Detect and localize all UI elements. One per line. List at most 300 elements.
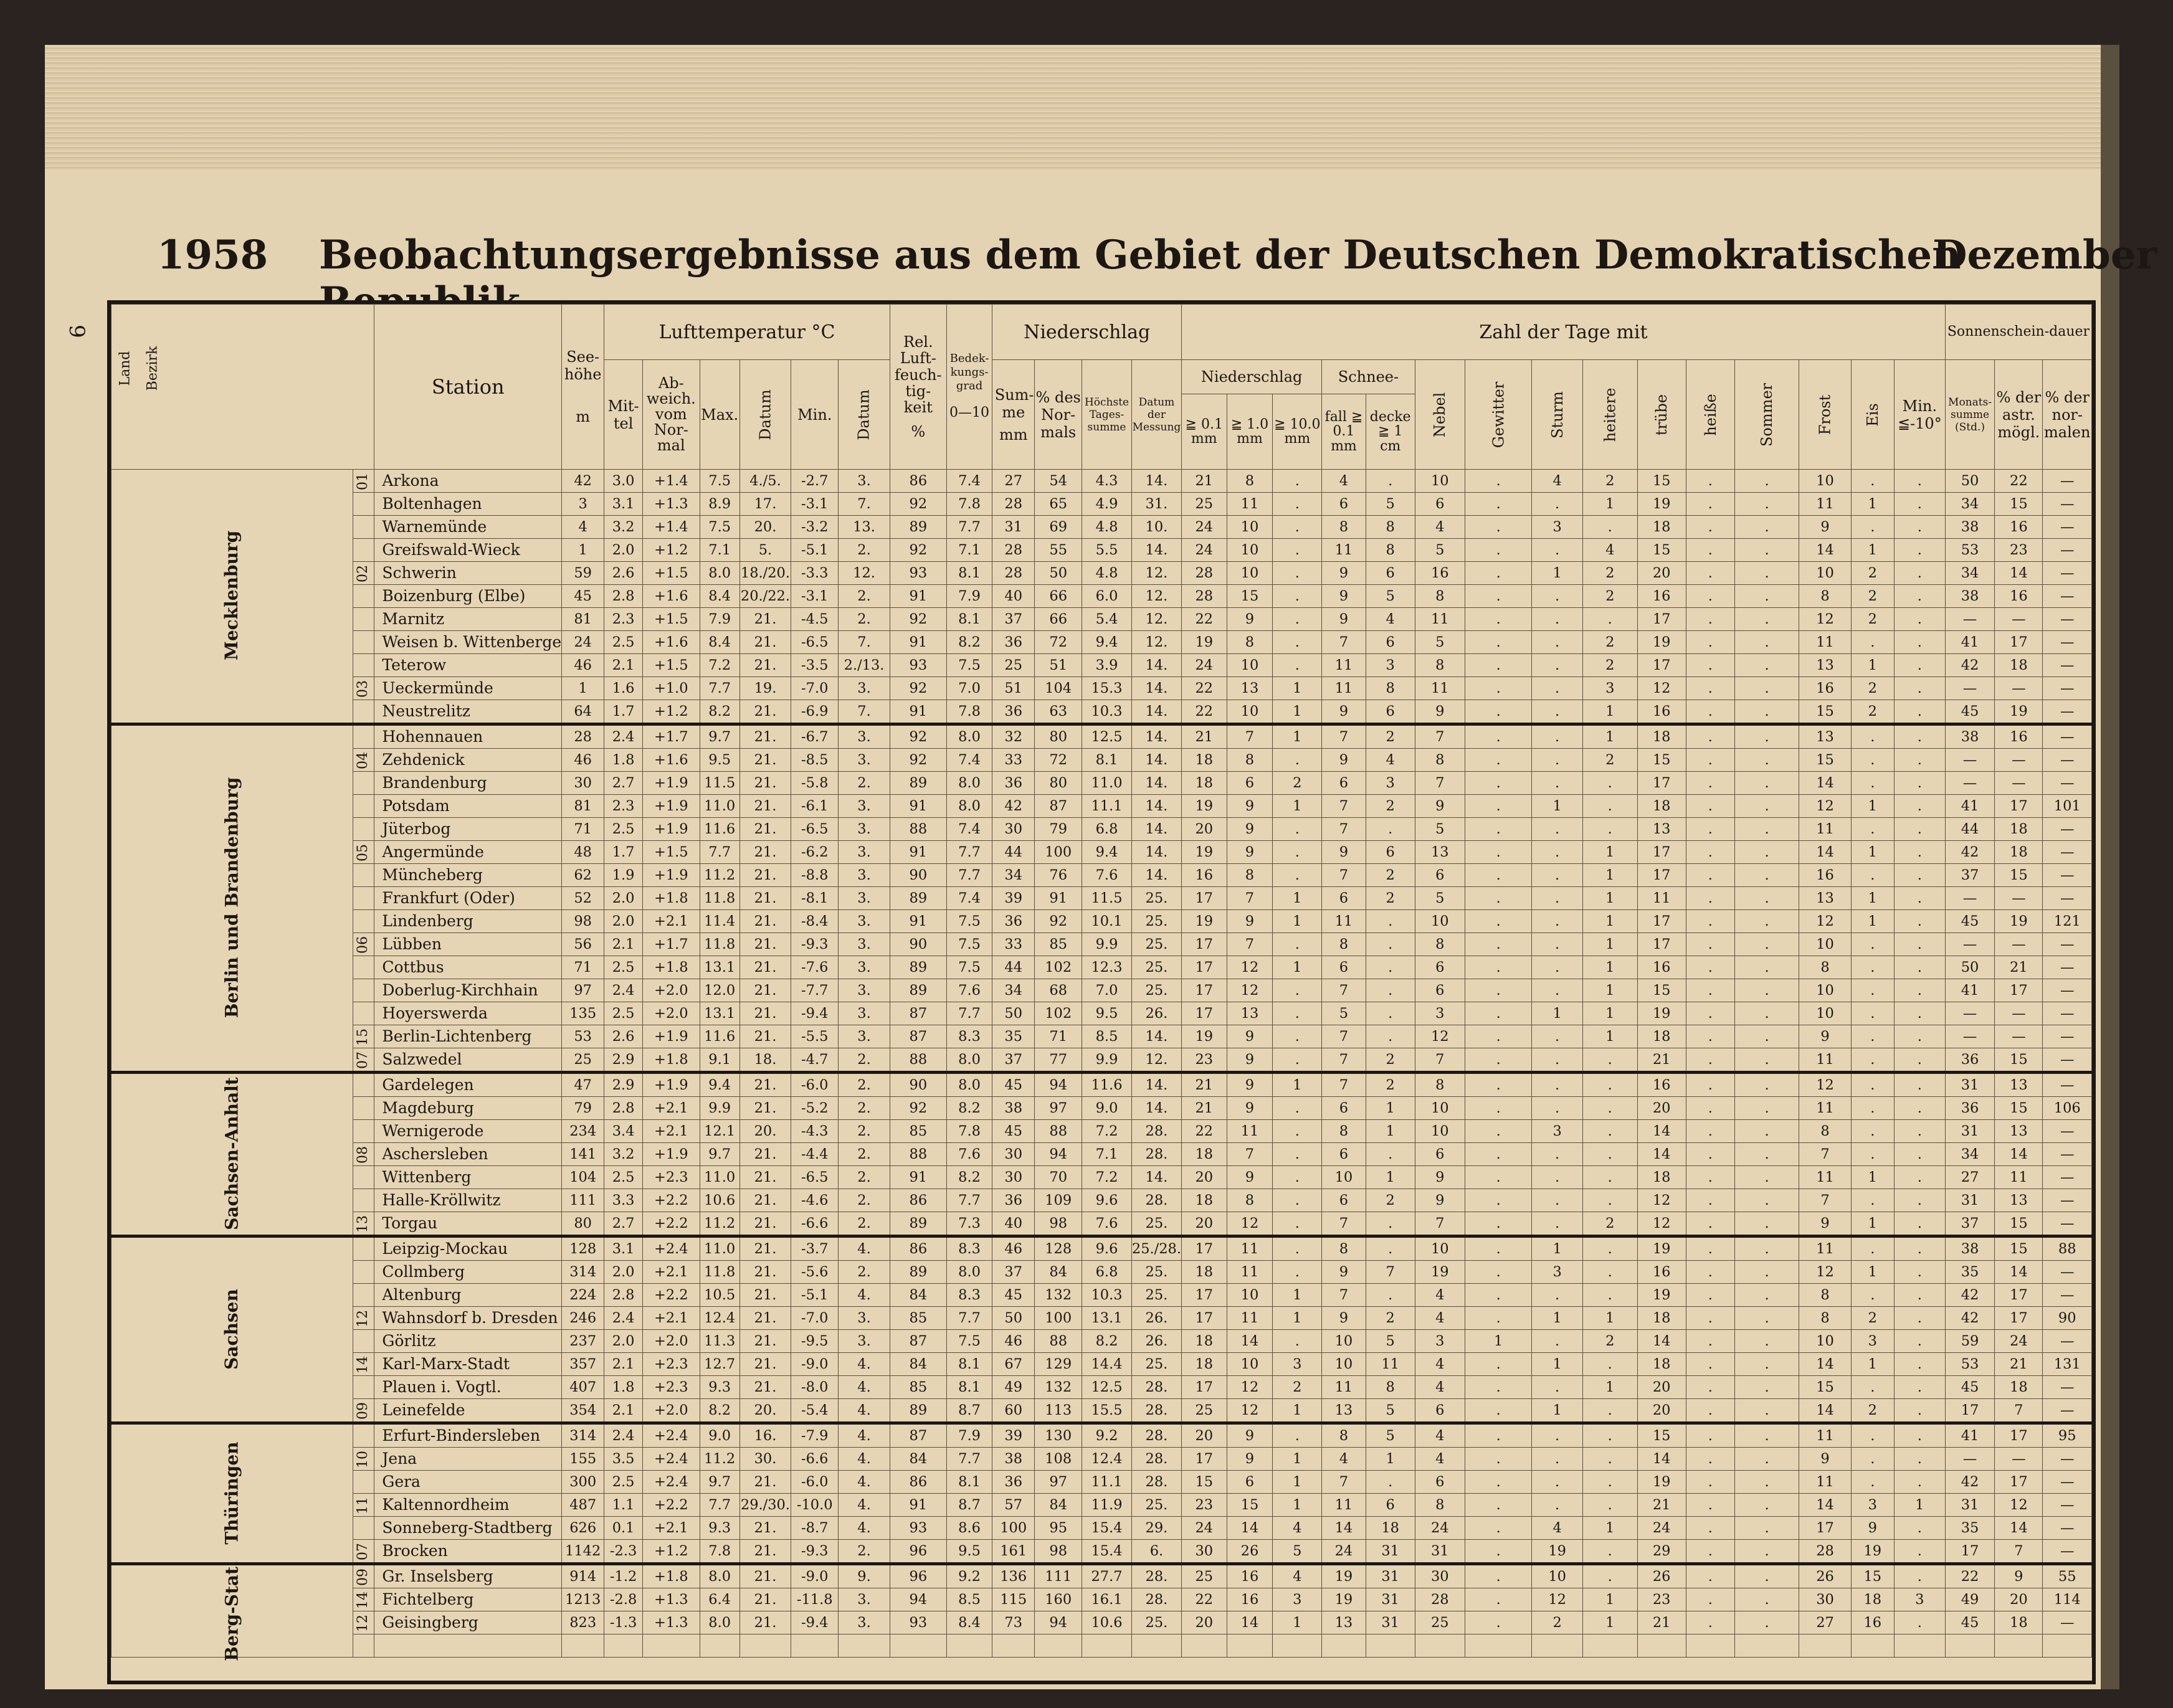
pct-astr-cell: — bbox=[1995, 608, 2043, 631]
summe-cell: 37 bbox=[992, 1048, 1035, 1073]
heisse-cell: . bbox=[1686, 562, 1734, 585]
seehoehe-cell: 246 bbox=[562, 1307, 604, 1330]
pct-normal-cell: 94 bbox=[1035, 1073, 1082, 1097]
sommer-cell: . bbox=[1735, 1261, 1799, 1284]
pct-normal-cell: 109 bbox=[1035, 1189, 1082, 1212]
sommer-cell: . bbox=[1735, 1471, 1799, 1494]
truebe-cell: 20 bbox=[1637, 562, 1686, 585]
heitere-cell: 1 bbox=[1582, 910, 1637, 933]
bezirk-cell bbox=[353, 700, 374, 724]
table-row bbox=[112, 1376, 2092, 1399]
bezirk-label: 08 bbox=[355, 1146, 371, 1164]
truebe-cell: 23 bbox=[1637, 1588, 1686, 1611]
monatssumme-cell: 45 bbox=[1945, 910, 1994, 933]
summe-cell: 30 bbox=[992, 818, 1035, 841]
truebe-cell: 19 bbox=[1637, 493, 1686, 516]
datum-min-cell: 4. bbox=[839, 1353, 890, 1376]
gewitter-cell: . bbox=[1465, 1143, 1532, 1166]
hoechste-tagessumme-cell: 9.9 bbox=[1082, 1048, 1132, 1073]
truebe-cell: 15 bbox=[1637, 470, 1686, 493]
seehoehe-cell: 28 bbox=[562, 724, 604, 749]
ns-01-cell: 17 bbox=[1182, 1002, 1227, 1025]
summe-unit: mm bbox=[999, 425, 1028, 444]
pct-normal-sun-cell: — bbox=[2043, 1025, 2092, 1048]
schneefall-cell: 11 bbox=[1322, 1494, 1366, 1517]
truebe-cell: 18 bbox=[1637, 1025, 1686, 1048]
schneefall-cell: 9 bbox=[1322, 608, 1366, 631]
max-cell: 6.4 bbox=[700, 1588, 739, 1611]
ns-01-cell: 24 bbox=[1182, 539, 1227, 562]
seehoehe-cell: 234 bbox=[562, 1120, 604, 1143]
heisse-cell: . bbox=[1686, 772, 1734, 795]
eis-cell: . bbox=[1851, 516, 1894, 539]
pct-astr-cell: 15 bbox=[1995, 493, 2043, 516]
bezirk-cell bbox=[353, 608, 374, 631]
truebe-cell: 16 bbox=[1637, 585, 1686, 608]
heisse-cell: . bbox=[1686, 1471, 1734, 1494]
station-name: Ueckermünde bbox=[374, 677, 562, 700]
seehoehe-cell: 30 bbox=[562, 772, 604, 795]
abweichung-cell bbox=[643, 1634, 700, 1658]
station-name: Wernigerode bbox=[374, 1120, 562, 1143]
datum-messung-cell: 25. bbox=[1131, 1212, 1181, 1236]
datum-max-cell: 21. bbox=[739, 1471, 791, 1494]
pct-normal-cell: 97 bbox=[1035, 1471, 1082, 1494]
pct-normal-sun-cell: — bbox=[2043, 1471, 2092, 1494]
frost-cell: 15 bbox=[1799, 749, 1852, 772]
ns-01-cell: 24 bbox=[1182, 516, 1227, 539]
sommer-cell: . bbox=[1735, 1073, 1799, 1097]
datum-min-cell: 4. bbox=[839, 1517, 890, 1540]
nebel-cell: 30 bbox=[1415, 1564, 1465, 1588]
eis-cell: . bbox=[1851, 1073, 1894, 1097]
max-cell: 7.5 bbox=[700, 470, 739, 493]
bedeckung-cell: 7.8 bbox=[946, 700, 992, 724]
min-cell: -8.1 bbox=[791, 887, 839, 910]
station-name: Leipzig-Mockau bbox=[374, 1236, 562, 1261]
min-10-cell: . bbox=[1894, 608, 1945, 631]
seehoehe-cell: 357 bbox=[562, 1353, 604, 1376]
mittel-header: Mit-tel bbox=[604, 360, 643, 470]
nebel-header bbox=[1415, 360, 1465, 470]
summe-cell: 27 bbox=[992, 470, 1035, 493]
tage-niederschlag-header: Niederschlag bbox=[1182, 360, 1322, 394]
station-name: Salzwedel bbox=[374, 1048, 562, 1073]
pct-astr-cell: 17 bbox=[1995, 1307, 2043, 1330]
datum-min-cell: 3. bbox=[839, 1307, 890, 1330]
table-row bbox=[112, 1423, 2092, 1448]
bezirk-cell bbox=[353, 1002, 374, 1025]
heitere-cell: 1 bbox=[1582, 841, 1637, 864]
seehoehe-cell: 81 bbox=[562, 795, 604, 818]
mittel-cell: 2.5 bbox=[604, 1002, 643, 1025]
heisse-cell: . bbox=[1686, 585, 1734, 608]
schneefall-cell: 7 bbox=[1322, 864, 1366, 887]
pct-normal-cell: 79 bbox=[1035, 818, 1082, 841]
frost-cell: 11 bbox=[1799, 1236, 1852, 1261]
data-table-frame bbox=[107, 300, 2096, 1684]
ns-01-cell: 18 bbox=[1182, 1143, 1227, 1166]
rel-feucht-cell: 89 bbox=[890, 516, 946, 539]
schneefall-cell: 7 bbox=[1322, 724, 1366, 749]
truebe-cell: 16 bbox=[1637, 700, 1686, 724]
pct-astr-cell: 7 bbox=[1995, 1540, 2043, 1564]
datum-messung-cell: 28. bbox=[1131, 1471, 1181, 1494]
pct-normal-sun-cell: — bbox=[2043, 562, 2092, 585]
ns-100-cell: 4 bbox=[1273, 1564, 1322, 1588]
sommer-cell: . bbox=[1735, 933, 1799, 956]
max-cell: 9.3 bbox=[700, 1376, 739, 1399]
seehoehe-cell: 155 bbox=[562, 1448, 604, 1471]
gewitter-cell: . bbox=[1465, 700, 1532, 724]
monatssumme-cell: 35 bbox=[1945, 1517, 1994, 1540]
page-edge bbox=[45, 45, 2119, 169]
bezirk-cell bbox=[353, 910, 374, 933]
min-10-cell: . bbox=[1894, 1540, 1945, 1564]
min-cell: -4.4 bbox=[791, 1143, 839, 1166]
eis-cell: . bbox=[1851, 1236, 1894, 1261]
min-cell: -9.3 bbox=[791, 1540, 839, 1564]
page-title: Beobachtungsergebnisse aus dem Gebiet der Deutschen Demokratischen bbox=[319, 232, 1961, 278]
nebel-cell: 3 bbox=[1415, 1002, 1465, 1025]
monatssumme-cell: 42 bbox=[1945, 841, 1994, 864]
pct-normal-cell: 95 bbox=[1035, 1517, 1082, 1540]
nebel-cell: 13 bbox=[1415, 841, 1465, 864]
ns-100-cell: 1 bbox=[1273, 677, 1322, 700]
frost-cell bbox=[1799, 1634, 1852, 1658]
pct-normal-cell: 71 bbox=[1035, 1025, 1082, 1048]
hoechste-tagessumme-cell: 9.2 bbox=[1082, 1423, 1132, 1448]
max-cell: 12.7 bbox=[700, 1353, 739, 1376]
pct-astr-header: % der astr. mögl. bbox=[1995, 360, 2043, 470]
min-10-cell: . bbox=[1894, 1376, 1945, 1399]
frost-cell: 14 bbox=[1799, 1353, 1852, 1376]
pct-normal-cell: 98 bbox=[1035, 1212, 1082, 1236]
ns-01-cell: 30 bbox=[1182, 1540, 1227, 1564]
max-cell: 8.4 bbox=[700, 585, 739, 608]
datum-max-cell: 21. bbox=[739, 700, 791, 724]
hoechste-tagessumme-cell bbox=[1082, 1634, 1132, 1658]
table-row bbox=[112, 700, 2092, 724]
frost-cell: 16 bbox=[1799, 677, 1852, 700]
min-cell: -8.8 bbox=[791, 864, 839, 887]
rel-feucht-cell: 89 bbox=[890, 1212, 946, 1236]
ns-10-cell: 9 bbox=[1227, 1025, 1273, 1048]
ns-01-cell: 20 bbox=[1182, 1611, 1227, 1634]
ns-100-cell: 1 bbox=[1273, 1284, 1322, 1307]
schneedecke-cell: 2 bbox=[1366, 1048, 1415, 1073]
frost-cell: 11 bbox=[1799, 1471, 1852, 1494]
table-row bbox=[112, 1611, 2092, 1634]
schneefall-cell: 8 bbox=[1322, 1236, 1366, 1261]
station-name: Weisen b. Wittenberge bbox=[374, 631, 562, 654]
sturm-cell: 3 bbox=[1532, 516, 1582, 539]
land-header: Land bbox=[117, 351, 133, 386]
pct-normal-sun-cell: — bbox=[2043, 864, 2092, 887]
gewitter-cell: . bbox=[1465, 1166, 1532, 1189]
hoechste-tagessumme-cell: 8.5 bbox=[1082, 1025, 1132, 1048]
rel-feucht-cell: 93 bbox=[890, 562, 946, 585]
datum-min-cell: 3. bbox=[839, 1588, 890, 1611]
nebel-cell: 7 bbox=[1415, 772, 1465, 795]
datum-min-cell: 3. bbox=[839, 724, 890, 749]
ns-10-cell: 15 bbox=[1227, 1494, 1273, 1517]
nebel-cell: 6 bbox=[1415, 979, 1465, 1002]
datum-max-cell: 21. bbox=[739, 1143, 791, 1166]
bedeckung-cell: 8.3 bbox=[946, 1025, 992, 1048]
station-name: Teterow bbox=[374, 654, 562, 677]
gewitter-cell: . bbox=[1465, 1236, 1532, 1261]
heitere-cell: 2 bbox=[1582, 562, 1637, 585]
sommer-cell: . bbox=[1735, 1284, 1799, 1307]
frost-cell: 9 bbox=[1799, 1448, 1852, 1471]
truebe-cell: 12 bbox=[1637, 1212, 1686, 1236]
datum-messung-cell: 25. bbox=[1131, 979, 1181, 1002]
bedeckung-cell: 8.7 bbox=[946, 1494, 992, 1517]
datum-min-cell: 2. bbox=[839, 1189, 890, 1212]
sturm-cell: . bbox=[1532, 1471, 1582, 1494]
heitere-cell: 2 bbox=[1582, 631, 1637, 654]
max-cell: 7.8 bbox=[700, 1540, 739, 1564]
min-cell: -8.0 bbox=[791, 1376, 839, 1399]
min-cell: -3.1 bbox=[791, 585, 839, 608]
hoechste-tagessumme-cell: 11.1 bbox=[1082, 795, 1132, 818]
abweichung-cell: +1.5 bbox=[643, 841, 700, 864]
bezirk-cell bbox=[353, 956, 374, 979]
frost-cell: 10 bbox=[1799, 562, 1852, 585]
pct-normal-cell: 80 bbox=[1035, 724, 1082, 749]
bedeckung-cell: 8.0 bbox=[946, 1073, 992, 1097]
seehoehe-cell: 1 bbox=[562, 677, 604, 700]
truebe-cell: 20 bbox=[1637, 1376, 1686, 1399]
truebe-cell: 15 bbox=[1637, 1423, 1686, 1448]
pct-normal-sun-cell: — bbox=[2043, 1189, 2092, 1212]
schneedecke-cell: . bbox=[1366, 1212, 1415, 1236]
pct-astr-cell: 20 bbox=[1995, 1588, 2043, 1611]
pct-normal-cell: 88 bbox=[1035, 1330, 1082, 1353]
heisse-cell bbox=[1686, 1634, 1734, 1658]
nebel-cell: 6 bbox=[1415, 1471, 1465, 1494]
nebel-cell: 6 bbox=[1415, 864, 1465, 887]
pct-astr-cell: — bbox=[1995, 772, 2043, 795]
ns-100-cell: . bbox=[1273, 1236, 1322, 1261]
heitere-cell: . bbox=[1582, 795, 1637, 818]
frost-cell: 12 bbox=[1799, 910, 1852, 933]
eis-cell: 3 bbox=[1851, 1494, 1894, 1517]
ns-10-cell: 9 bbox=[1227, 1073, 1273, 1097]
ns-100-cell: . bbox=[1273, 1048, 1322, 1073]
hoechste-tagessumme-cell: 11.5 bbox=[1082, 887, 1132, 910]
sturm-cell: . bbox=[1532, 864, 1582, 887]
datum-messung-cell: 26. bbox=[1131, 1002, 1181, 1025]
bedeckung-cell: 7.5 bbox=[946, 1330, 992, 1353]
eis-header bbox=[1851, 360, 1894, 470]
nebel-cell: 31 bbox=[1415, 1540, 1465, 1564]
pct-normal-cell: 69 bbox=[1035, 516, 1082, 539]
seehoehe-cell: 45 bbox=[562, 585, 604, 608]
seehoehe-cell: 56 bbox=[562, 933, 604, 956]
abweichung-cell: +1.2 bbox=[643, 539, 700, 562]
pct-normal-sun-cell: — bbox=[2043, 749, 2092, 772]
station-name: Wittenberg bbox=[374, 1166, 562, 1189]
sommer-cell: . bbox=[1735, 956, 1799, 979]
datum-max-cell: 21. bbox=[739, 1564, 791, 1588]
mittel-cell: 2.0 bbox=[604, 539, 643, 562]
min-10-cell: . bbox=[1894, 864, 1945, 887]
bezirk-cell bbox=[353, 1166, 374, 1189]
pct-normal-cell: 92 bbox=[1035, 910, 1082, 933]
bezirk-cell bbox=[353, 887, 374, 910]
pct-normal-sun-cell: 95 bbox=[2043, 1423, 2092, 1448]
frost-cell: 12 bbox=[1799, 795, 1852, 818]
ns-01-cell: 16 bbox=[1182, 864, 1227, 887]
bedeckung-cell: 7.4 bbox=[946, 887, 992, 910]
eis-cell: 2 bbox=[1851, 677, 1894, 700]
sturm-cell: . bbox=[1532, 1073, 1582, 1097]
monatssumme-cell: 59 bbox=[1945, 1330, 1994, 1353]
eis-cell: 9 bbox=[1851, 1517, 1894, 1540]
pct-astr-cell: 24 bbox=[1995, 1330, 2043, 1353]
abweichung-cell: +1.5 bbox=[643, 608, 700, 631]
sommer-cell: . bbox=[1735, 562, 1799, 585]
heitere-cell: 3 bbox=[1582, 677, 1637, 700]
rel-feucht-cell: 93 bbox=[890, 1611, 946, 1634]
station-name: Jena bbox=[374, 1448, 562, 1471]
ns-100-cell: 1 bbox=[1273, 1399, 1322, 1423]
min-cell: -8.7 bbox=[791, 1517, 839, 1540]
table-row bbox=[112, 887, 2092, 910]
hoechste-tagessumme-cell: 6.0 bbox=[1082, 585, 1132, 608]
datum-min-cell: 3. bbox=[839, 910, 890, 933]
hoechste-tagessumme-cell: 9.0 bbox=[1082, 1097, 1132, 1120]
rel-feucht-cell: 92 bbox=[890, 724, 946, 749]
station-name: Gardelegen bbox=[374, 1073, 562, 1097]
seehoehe-cell: 1213 bbox=[562, 1588, 604, 1611]
gewitter-header bbox=[1465, 360, 1532, 470]
ns-01-cell: 25 bbox=[1182, 1399, 1227, 1423]
truebe-cell: 15 bbox=[1637, 749, 1686, 772]
datum-messung-cell: 12. bbox=[1131, 1048, 1181, 1073]
summe-cell: 28 bbox=[992, 562, 1035, 585]
schneefall-header: fall ≧ 0.1 mm bbox=[1322, 394, 1366, 470]
pct-astr-cell: 17 bbox=[1995, 631, 2043, 654]
min-10-cell: . bbox=[1894, 1120, 1945, 1143]
datum-messung-cell: 14. bbox=[1131, 677, 1181, 700]
frost-label: Frost bbox=[1816, 394, 1834, 435]
monatssumme-cell: — bbox=[1945, 887, 1994, 910]
gewitter-cell: . bbox=[1465, 1611, 1532, 1634]
nebel-cell: 4 bbox=[1415, 1284, 1465, 1307]
rel-feucht-cell: 88 bbox=[890, 818, 946, 841]
ns-01-cell: 17 bbox=[1182, 887, 1227, 910]
min-10-cell: . bbox=[1894, 1448, 1945, 1471]
datum-min-cell: 4. bbox=[839, 1494, 890, 1517]
min-10-cell: . bbox=[1894, 677, 1945, 700]
min-cell: -8.5 bbox=[791, 749, 839, 772]
frost-cell: 7 bbox=[1799, 1189, 1852, 1212]
datum-messung-cell: 26. bbox=[1131, 1330, 1181, 1353]
bedeckung-cell bbox=[946, 1634, 992, 1658]
datum-min-cell: 3. bbox=[839, 887, 890, 910]
sturm-cell: . bbox=[1532, 910, 1582, 933]
hoechste-tagessumme-cell: 7.2 bbox=[1082, 1120, 1132, 1143]
min-10-cell: . bbox=[1894, 1002, 1945, 1025]
zahl-der-tage-header: Zahl der Tage mit bbox=[1182, 305, 1946, 360]
datum-messung-cell: 14. bbox=[1131, 1025, 1181, 1048]
monatssumme-cell: 42 bbox=[1945, 1307, 1994, 1330]
abweichung-cell: +1.3 bbox=[643, 493, 700, 516]
pct-normal-sun-cell: 88 bbox=[2043, 1236, 2092, 1261]
land-label: Sachsen bbox=[221, 1288, 242, 1370]
mittel-cell: 2.8 bbox=[604, 1097, 643, 1120]
mittel-cell: 2.4 bbox=[604, 1423, 643, 1448]
truebe-cell: 12 bbox=[1637, 677, 1686, 700]
mittel-cell: 2.6 bbox=[604, 1025, 643, 1048]
max-cell: 13.1 bbox=[700, 1002, 739, 1025]
datum-max-cell: 21. bbox=[739, 1330, 791, 1353]
abweichung-cell: +1.8 bbox=[643, 887, 700, 910]
min-10-cell: . bbox=[1894, 1166, 1945, 1189]
nebel-cell: 10 bbox=[1415, 1236, 1465, 1261]
bezirk-cell bbox=[353, 841, 374, 864]
station-name: Geisingberg bbox=[374, 1611, 562, 1634]
seehoehe-cell: 141 bbox=[562, 1143, 604, 1166]
datum-max-cell: 19. bbox=[739, 677, 791, 700]
hoechste-tagessumme-cell: 27.7 bbox=[1082, 1564, 1132, 1588]
bezirk-cell bbox=[353, 1236, 374, 1261]
datum-messung-cell: 12. bbox=[1131, 608, 1181, 631]
sommer-cell: . bbox=[1735, 539, 1799, 562]
pct-normal-cell: 87 bbox=[1035, 795, 1082, 818]
rel-feucht-cell: 89 bbox=[890, 1399, 946, 1423]
sturm-cell: . bbox=[1532, 1097, 1582, 1120]
frost-cell: 11 bbox=[1799, 1048, 1852, 1073]
pct-astr-cell: 16 bbox=[1995, 585, 2043, 608]
bezirk-label: 11 bbox=[355, 1496, 371, 1514]
pct-normal-sun-header: % der nor-malen bbox=[2043, 360, 2092, 470]
ns-100-cell: . bbox=[1273, 1423, 1322, 1448]
min-cell: -6.5 bbox=[791, 818, 839, 841]
schneefall-cell: 7 bbox=[1322, 1048, 1366, 1073]
abweichung-cell: +1.3 bbox=[643, 1588, 700, 1611]
heitere-cell: 1 bbox=[1582, 1588, 1637, 1611]
datum-max-cell: 21. bbox=[739, 887, 791, 910]
pct-normal-sun-cell: — bbox=[2043, 1611, 2092, 1634]
min-10-cell: . bbox=[1894, 1307, 1945, 1330]
summe-cell: 161 bbox=[992, 1540, 1035, 1564]
min-10-cell: . bbox=[1894, 1611, 1945, 1634]
eis-cell: . bbox=[1851, 1097, 1894, 1120]
eis-cell: 15 bbox=[1851, 1564, 1894, 1588]
ns-100-cell: . bbox=[1273, 1330, 1322, 1353]
ns-10-cell: 7 bbox=[1227, 887, 1273, 910]
sommer-cell: . bbox=[1735, 1376, 1799, 1399]
monatssumme-cell: 36 bbox=[1945, 1097, 1994, 1120]
seehoehe-cell: 71 bbox=[562, 818, 604, 841]
mittel-cell: -2.8 bbox=[604, 1588, 643, 1611]
station-name: Altenburg bbox=[374, 1284, 562, 1307]
datum-max-cell: 21. bbox=[739, 631, 791, 654]
sturm-cell: . bbox=[1532, 1025, 1582, 1048]
min-10-cell: . bbox=[1894, 539, 1945, 562]
ns-01-cell: 22 bbox=[1182, 1120, 1227, 1143]
pct-normal-sun-cell: — bbox=[2043, 1448, 2092, 1471]
mittel-cell: 2.3 bbox=[604, 608, 643, 631]
schneedecke-cell: 6 bbox=[1366, 631, 1415, 654]
eis-cell bbox=[1851, 1634, 1894, 1658]
bedeckung-cell: 7.6 bbox=[946, 1143, 992, 1166]
datum-messung-cell: 14. bbox=[1131, 700, 1181, 724]
